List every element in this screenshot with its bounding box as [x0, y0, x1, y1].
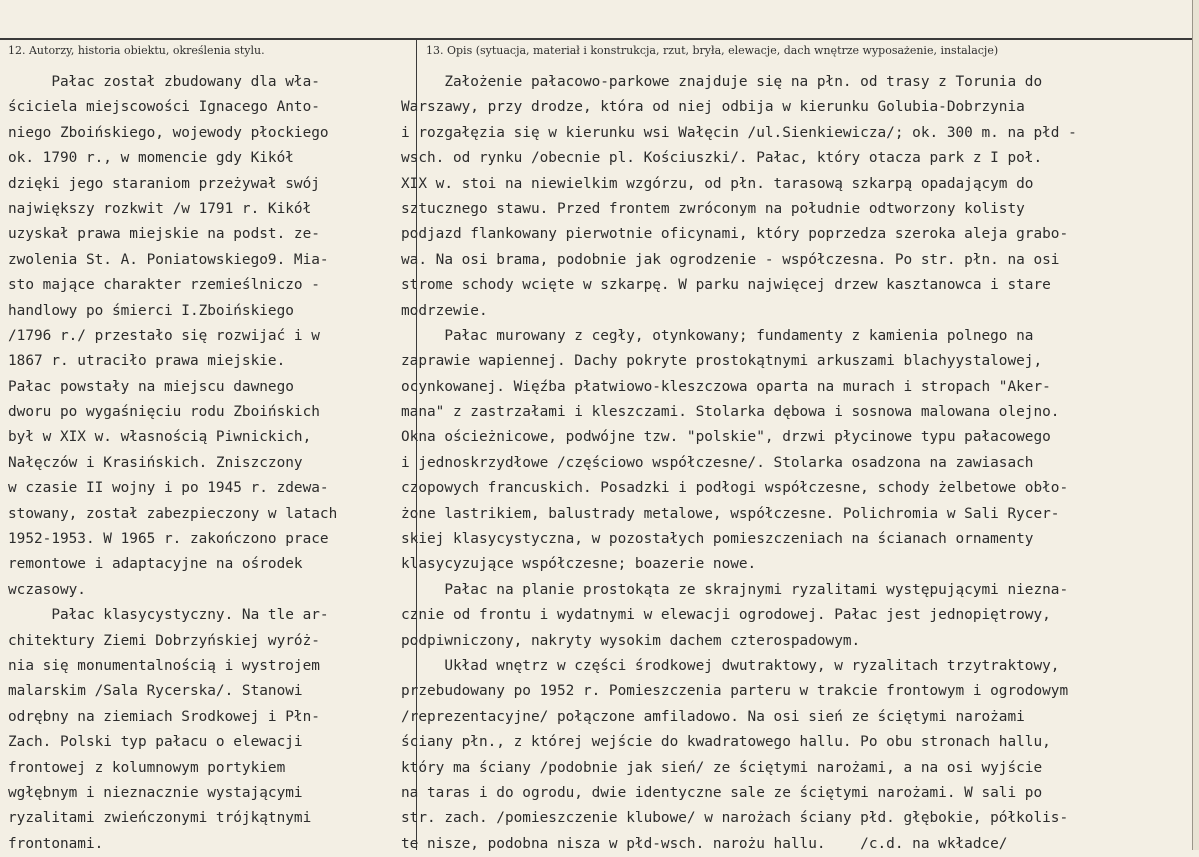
text-line: czopowych francuskich. Posadzki i podłogi współczesne, schody żelbetowe obło- — [401, 480, 1069, 497]
text-line: stowany, został zabezpieczony w latach — [8, 505, 338, 522]
text-line: ryzalitami zwieńczonymi trójkątnymi — [8, 810, 312, 827]
text-line: przebudowany po 1952 r. Pomieszczenia parteru w trakcie frontowym i ogrodowym — [401, 683, 1069, 700]
text-line: ściciela miejscowości Ignacego Anto- — [8, 99, 320, 116]
text-line: niego Zboińskiego, wojewody płockiego — [8, 124, 329, 141]
text-line: Warszawy, przy drodze, która od niej odbija w kierunku Golubia-Dobrzynia — [401, 99, 1025, 116]
text-line: był w XIX w. własnością Piwnickich, — [8, 429, 312, 446]
text-line: Okna ościeżnicowe, podwójne tzw. "polskie", drzwi płycinowe typu pałacowego — [401, 429, 1051, 446]
text-line: /reprezentacyjne/ połączone amfiladowo. Na osi sień ze ściętymi narożami — [401, 708, 1025, 725]
text-line: ok. 1790 r., w momencie gdy Kikół — [8, 150, 294, 167]
text-line: nia się monumentalnością i wystrojem — [8, 657, 320, 674]
text-line: Pałac powstały na miejscu dawnego — [8, 378, 294, 395]
text-line: w czasie II wojny i po 1945 r. zdewa- — [8, 480, 329, 497]
text-line: wczasowy. — [8, 581, 86, 598]
text-line: wa. Na osi brama, podobnie jak ogrodzenie - współczesna. Po str. płn. na osi — [401, 251, 1060, 268]
text-line: zwolenia St. A. Poniatowskiego9. Mia- — [8, 251, 329, 268]
text-line: podpiwniczony, nakryty wysokim dachem czterospadowym. — [401, 632, 861, 649]
text-line: 1867 r. utraciło prawa miejskie. — [8, 353, 286, 370]
text-line: podjazd flankowany pierwotnie oficynami, który poprzedza szeroka aleja grabo- — [401, 226, 1069, 243]
description-column — [401, 70, 1191, 857]
text-line: frontonami. — [8, 835, 104, 852]
text-line: klasycyzujące współczesne; boazerie nowe. — [401, 556, 757, 573]
text-line: skiej klasycystyczna, w pozostałych pomieszczeniach na ścianach ornamenty — [401, 531, 1034, 548]
page-edge — [1192, 0, 1199, 850]
text-line: ściany płn., z której wejście do kwadratowego hallu. Po obu stronach hallu, — [401, 734, 1051, 751]
text-line: odrębny na ziemiach Srodkowej i Płn- — [8, 708, 320, 725]
text-line: Pałac murowany z cegły, otynkowany; fundamenty z kamienia polnego na — [401, 327, 1034, 344]
text-line: te nisze, podobna nisza w płd-wsch. narożu hallu. /c.d. na wkładce/ — [401, 835, 1008, 852]
text-line: modrzewie. — [401, 302, 488, 319]
text-line: i jednoskrzydłowe /częściowo współczesne/. Stolarka osadzona na zawiasach — [401, 454, 1034, 471]
text-line: i rozgałęzia się w kierunku wsi Wałęcin /ul.Sienkiewicza/; ok. 300 m. na płd - — [401, 124, 1077, 141]
text-line: wsch. od rynku /obecnie pl. Kościuszki/. Pałac, który otacza park z I poł. — [401, 150, 1043, 167]
section-13-header: 13. Opis (sytuacja, materiał i konstrukcja, rzut, bryła, elewacje, dach wnętrze wyposażenie, instalacje) — [426, 44, 999, 57]
text-line: sztucznego stawu. Przed frontem zwróconym na południe odtworzony kolisty — [401, 200, 1025, 217]
text-line: Zach. Polski typ pałacu o elewacji — [8, 734, 303, 751]
text-line: Nałęczów i Krasińskich. Zniszczony — [8, 454, 303, 471]
text-line: dzięki jego staraniom przeżywał swój — [8, 175, 320, 192]
text-line: handlowy po śmierci I.Zboińskiego — [8, 302, 294, 319]
text-line: Założenie pałacowo-parkowe znajduje się na płn. od trasy z Torunia do — [401, 74, 1043, 90]
text-line: zaprawie wapiennej. Dachy pokryte prostokątnymi arkuszami blachyystalowej, — [401, 353, 1043, 370]
text-line: 1952-1953. W 1965 r. zakończono prace — [8, 531, 329, 548]
text-line: sto mające charakter rzemieślniczo - — [8, 277, 320, 294]
text-line: uzyskał prawa miejskie na podst. ze- — [8, 226, 320, 243]
text-line: wgłębnym i nieznacznie wystającymi — [8, 784, 303, 801]
section-12-header: 12. Autorzy, historia obiektu, określenia stylu. — [8, 44, 265, 57]
text-line: żone lastrikiem, balustrady metalowe, współczesne. Polichromia w Sali Rycer- — [401, 505, 1060, 522]
text-line: mana" z zastrzałami i kleszczami. Stolarka dębowa i sosnowa malowana olejno. — [401, 404, 1060, 421]
text-line: Pałac na planie prostokąta ze skrajnymi ryzalitami występującymi niezna- — [401, 581, 1069, 598]
text-line: na taras i do ogrodu, dwie identyczne sale ze ściętymi narożami. W sali po — [401, 784, 1043, 801]
text-line: dworu po wygaśnięciu rodu Zboińskich — [8, 404, 320, 421]
top-border — [0, 0, 1199, 40]
text-line: remontowe i adaptacyjne na ośrodek — [8, 556, 303, 573]
text-line: strome schody wcięte w szkarpę. W parku najwięcej drzew kasztanowca i stare — [401, 277, 1051, 294]
history-column — [8, 70, 410, 857]
text-line: XIX w. stoi na niewielkim wzgórzu, od płn. tarasową szkarpą opadającym do — [401, 175, 1034, 192]
text-line: ocynkowanej. Więźba płatwiowo-kleszczowa oparta na murach i stropach "Aker- — [401, 378, 1051, 395]
text-line: frontowej z kolumnowym portykiem — [8, 759, 286, 776]
text-line: str. zach. /pomieszczenie klubowe/ w narożach ściany płd. głębokie, półkolis- — [401, 810, 1069, 827]
text-line: cznie od frontu i wydatnymi w elewacji ogrodowej. Pałac jest jednopiętrowy, — [401, 607, 1051, 624]
text-line: największy rozkwit /w 1791 r. Kikół — [8, 200, 312, 217]
text-line: Pałac został zbudowany dla wła- — [8, 74, 320, 90]
text-line: który ma ściany /podobnie jak sień/ ze ściętymi narożami, a na osi wyjście — [401, 759, 1043, 776]
text-line: malarskim /Sala Rycerska/. Stanowi — [8, 683, 303, 700]
text-line: Pałac klasycystyczny. Na tle ar- — [8, 607, 329, 624]
text-line: /1796 r./ przestało się rozwijać i w — [8, 327, 320, 344]
text-line: chitektury Ziemi Dobrzyńskiej wyróż- — [8, 632, 320, 649]
text-line: Układ wnętrz w części środkowej dwutraktowy, w ryzalitach trzytraktowy, — [401, 657, 1060, 674]
